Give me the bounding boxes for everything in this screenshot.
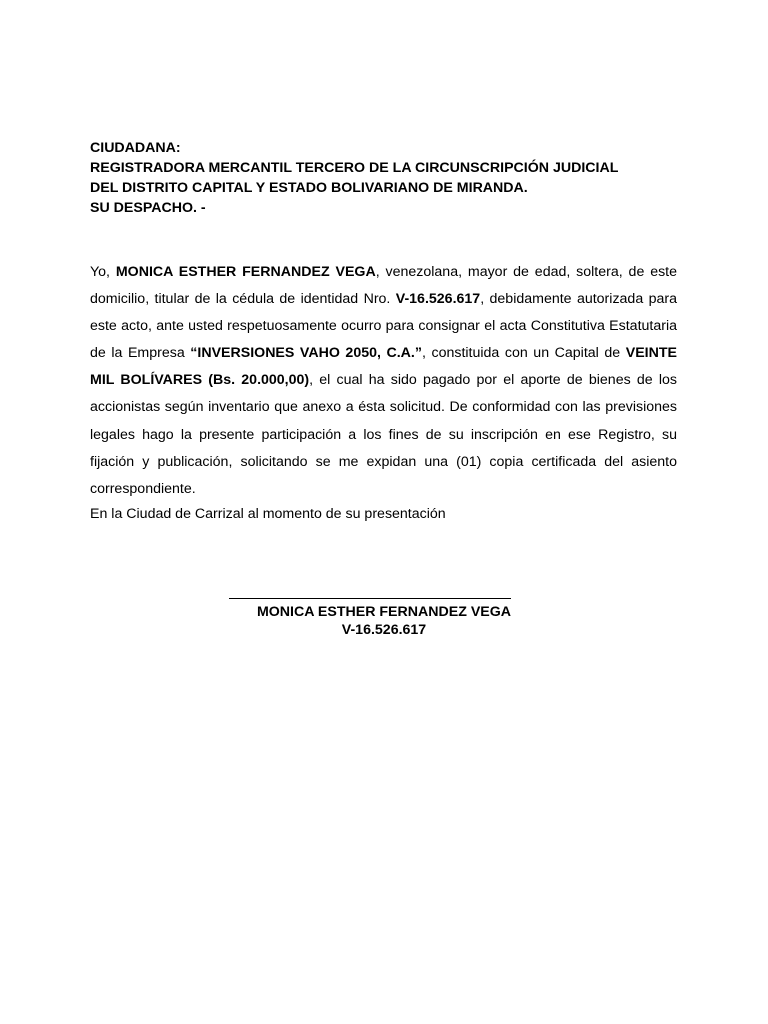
- body-text-after-capital: , el cual ha sido pagado por el aporte de bienes de los accionistas según inventario que anexo a ésta solicitud. De conformidad con las previsiones legales hago la presente participación a los fines de su inscripción en ese Registro, su fijación y publicación, solicitando se me expidan una (01) copia certificada del asiento correspondiente.: [90, 372, 677, 497]
- header-line-4: SU DESPACHO. -: [90, 200, 206, 216]
- signature-block: [184, 603, 584, 639]
- signature-id: V-16.526.617: [341, 622, 427, 638]
- closing-line: En la Ciudad de Carrizal al momento de su presentación: [90, 506, 446, 522]
- applicant-id: V-16.526.617: [395, 291, 481, 308]
- body-text-after-id: , debidamente autorizada para este acto, ante usted respetuosamente ocurro para consignar el acta Constitutiva Estatutaria de la Empresa: [90, 291, 677, 362]
- header-line-2: REGISTRADORA MERCANTIL TERCERO DE LA CIRCUNSCRIPCIÓN JUDICIAL: [90, 160, 619, 176]
- capital-amount: VEINTE MIL BOLÍVARES (Bs. 20.000,00): [90, 345, 677, 389]
- body-text-after-name: , venezolana, mayor de edad, soltera, de este domicilio, titular de la cédula de identidad Nro.: [90, 264, 678, 308]
- body-text-after-company: , constituida con un Capital de: [421, 345, 626, 362]
- signature-name: MONICA ESTHER FERNANDEZ VEGA: [256, 604, 512, 620]
- applicant-name: MONICA ESTHER FERNANDEZ VEGA: [115, 264, 376, 280]
- body-intro: Yo,: [90, 264, 116, 280]
- body-paragraph: [90, 259, 677, 503]
- signature-line: [229, 598, 511, 599]
- header-line-3: DEL DISTRITO CAPITAL Y ESTADO BOLIVARIANO DE MIRANDA.: [90, 180, 528, 196]
- header-line-1: CIUDADANA:: [90, 140, 181, 156]
- company-name: “INVERSIONES VAHO 2050, C.A.”: [190, 345, 422, 362]
- addressee-header: [90, 138, 690, 218]
